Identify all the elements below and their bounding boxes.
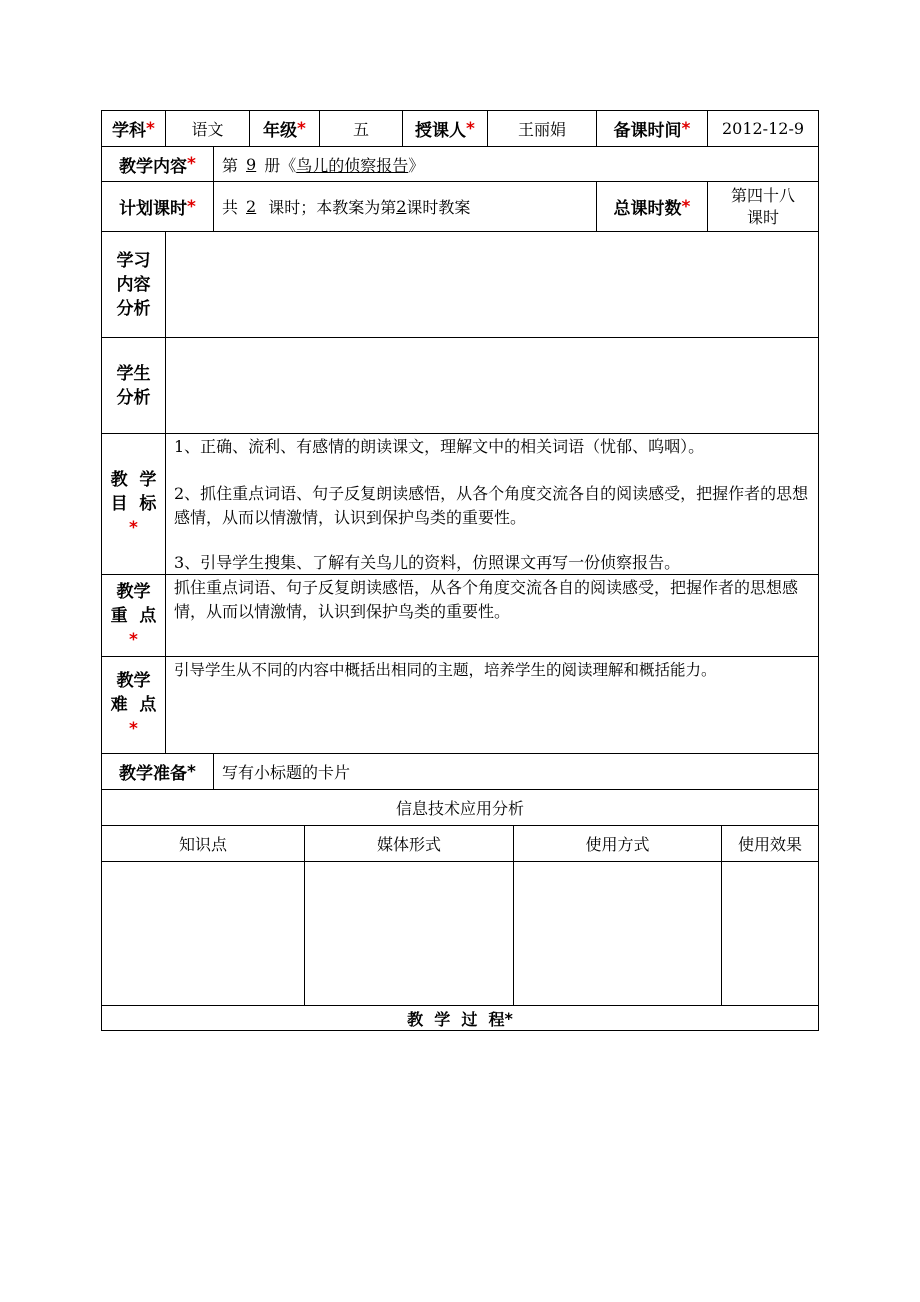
lesson-title: 鸟儿的侦察报告 [296,155,409,175]
volume-number: 9 [246,154,257,174]
subject-label: 学科 * [112,118,155,141]
preparation-content: 写有小标题的卡片 [222,763,351,782]
student-analysis-content [174,342,810,428]
prep-time-value: 2012-12-9 [721,119,805,138]
table-line [101,337,819,338]
preparation-label: 教学准备 * [119,761,196,784]
objective-item: 1、正确、流利、有感情的朗读课文，理解文中的相关词语（忧郁、呜咽）。 [174,437,705,456]
planned-total: 2 [246,197,257,216]
prep-time-label: 备课时间 * [613,118,691,141]
teacher-value: 王丽娟 [517,120,566,139]
subject-value: 语文 [191,120,224,139]
teaching-process-title: 教 学 过 程 * [407,1008,513,1029]
table-line [818,110,819,1031]
objectives-label: 教 学 目 标 * [110,470,157,538]
content-label: 教学内容 * [119,154,196,177]
column-usage-method: 使用方式 [585,835,650,854]
planned-current: 2 [396,197,407,216]
objective-item: 2、抓住重点词语、句子反复朗读感悟，从各个角度交流各自的阅读感受，把握作者的思想感情，从而以情激情，认识到保护鸟类的重要性。 [174,484,809,527]
total-lessons-value: 第四十八 课时 [730,185,795,227]
study-analysis-label: 学习 内容 分析 [116,250,151,319]
it-analysis-title: 信息技术应用分析 [395,799,524,818]
grade-value: 五 [352,120,369,139]
table-line [101,861,819,862]
table-line [101,656,819,657]
column-usage-effect: 使用效果 [737,835,802,854]
difficulties-label: 教学 难 点 * [110,671,157,739]
total-lessons-label: 总课时数 * [613,196,691,219]
table-line [101,231,819,232]
column-knowledge-point: 知识点 [178,835,227,854]
difficulties-content: 引导学生从不同的内容中概括出相同的主题，培养学生的阅读理解和概括能力。 [174,661,717,679]
teacher-label: 授课人 * [415,118,475,141]
table-line [101,1030,819,1031]
table-line [213,753,214,789]
objectives-content [174,435,810,573]
key-points-label: 教学 重 点 * [110,581,157,650]
study-analysis-content [174,236,810,332]
key-points-content: 抓住重点词语、句子反复朗读感悟，从各个角度交流各自的阅读感受，把握作者的思想感情，从而以情激情，认识到保护鸟类的重要性。 [174,578,799,621]
column-media-form: 媒体形式 [376,835,441,854]
student-analysis-label: 学生 分析 [116,363,151,408]
table-line [101,433,819,434]
objective-item: 3、引导学生搜集、了解有关鸟儿的资料，仿照课文再写一份侦察报告。 [174,553,681,572]
plan-value: 共 2 课时；本教案为第 2 课时教案 [222,197,471,217]
table-line [165,231,166,753]
plan-label: 计划课时 * [119,196,196,219]
table-line [213,146,214,231]
grade-label: 年级 * [263,118,306,141]
content-value: 第 9 册《 鸟儿的侦察报告 》 [222,154,425,175]
